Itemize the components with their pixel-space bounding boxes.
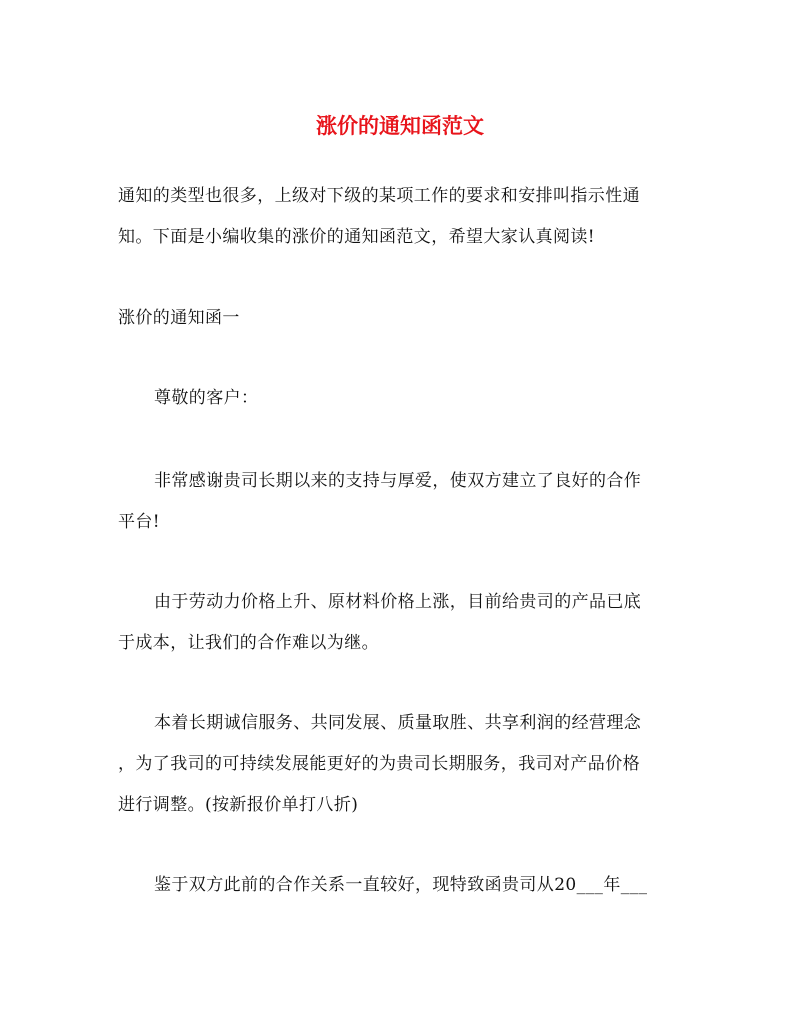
paragraph-3-line-2: ，为了我司的可持续发展能更好的为贵司长期服务，我司对产品价格 — [118, 754, 640, 774]
paragraph-2-line-2: 于成本，让我们的合作难以为继。 — [118, 633, 379, 653]
intro-paragraph — [118, 176, 678, 258]
paragraph-1-line-2: 平台! — [118, 512, 161, 532]
paragraph-1-line-1: 非常感谢贵司长期以来的支持与厚爱，使双方建立了良好的合作 — [154, 471, 642, 491]
paragraph-3 — [118, 703, 678, 826]
document-title: 涨价的通知函范文 — [316, 114, 484, 138]
paragraph-4-line-1: 鉴于双方此前的合作关系一直较好，现特致函贵司从20___年___ — [154, 875, 648, 895]
paragraph-3-line-1: 本着长期诚信服务、共同发展、质量取胜、共享利润的经营理念 — [154, 713, 642, 733]
section-heading-text: 涨价的通知函一 — [118, 308, 240, 328]
salutation-text: 尊敬的客户： — [154, 388, 259, 408]
intro-line-2: 知。下面是小编收集的涨价的通知函范文，希望大家认真阅读! — [118, 227, 596, 247]
paragraph-2-line-1: 由于劳动力价格上升、原材料价格上涨，目前给贵司的产品已底 — [154, 592, 642, 612]
paragraph-4 — [118, 865, 678, 906]
paragraph-1 — [118, 461, 678, 543]
section-heading — [118, 298, 678, 339]
paragraph-2 — [118, 582, 678, 664]
intro-line-1: 通知的类型也很多，上级对下级的某项工作的要求和安排叫指示性通 — [118, 186, 640, 206]
paragraph-3-line-3: 进行调整。(按新报价单打八折) — [118, 795, 359, 815]
salutation — [118, 378, 714, 419]
